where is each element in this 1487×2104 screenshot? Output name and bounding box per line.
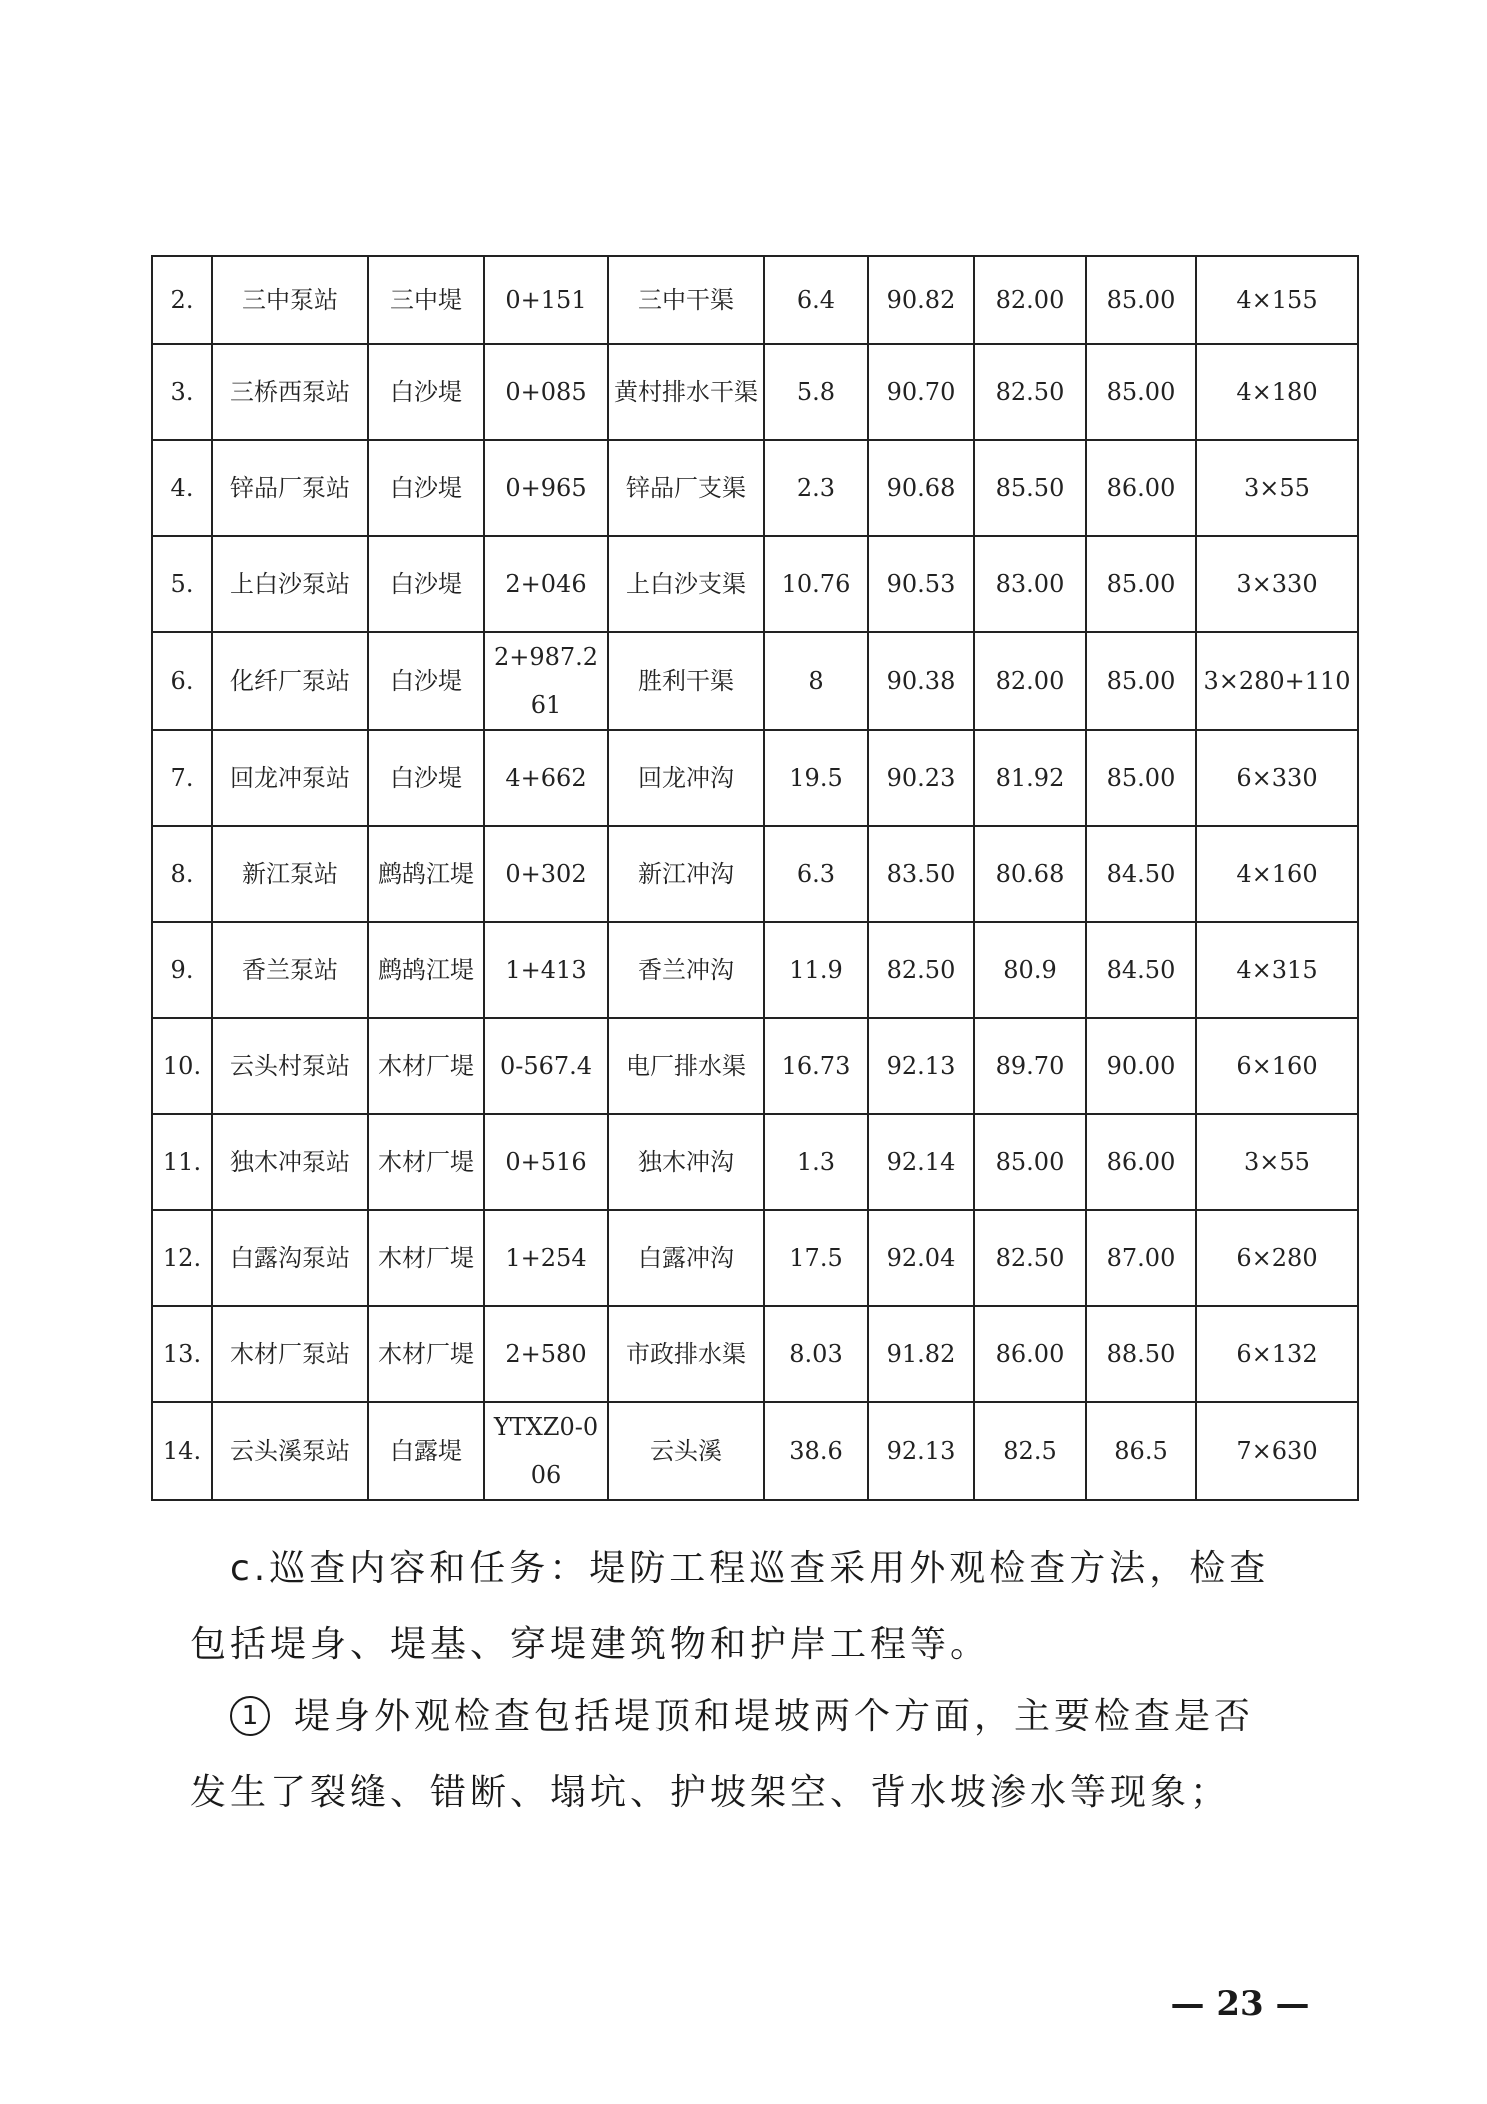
table-cell: 38.6 [764, 1402, 868, 1500]
table-cell: 82.50 [974, 344, 1086, 440]
table-cell: 新江泵站 [212, 826, 368, 922]
table-cell: 云头溪 [608, 1402, 764, 1500]
table-cell: 82.50 [868, 922, 974, 1018]
table-cell: 新江冲沟 [608, 826, 764, 922]
table-cell: 1.3 [764, 1114, 868, 1210]
table-cell: 三中干渠 [608, 256, 764, 344]
table-cell: 木材厂堤 [368, 1018, 484, 1114]
table-cell: 90.82 [868, 256, 974, 344]
table-cell: 3×280+110 [1196, 632, 1358, 730]
table-cell: 回龙冲泵站 [212, 730, 368, 826]
table-cell: 8.03 [764, 1306, 868, 1402]
table-cell: 独木冲沟 [608, 1114, 764, 1210]
table-cell: 回龙冲沟 [608, 730, 764, 826]
table-cell: 12. [152, 1210, 212, 1306]
table-cell: 90.68 [868, 440, 974, 536]
table-row [152, 1114, 1358, 1210]
table-cell: 香兰泵站 [212, 922, 368, 1018]
table-cell: 8. [152, 826, 212, 922]
table-cell: 白沙堤 [368, 536, 484, 632]
table-cell: 6×160 [1196, 1018, 1358, 1114]
table-cell: 6.4 [764, 256, 868, 344]
table-row [152, 730, 1358, 826]
table-cell: 84.50 [1086, 826, 1196, 922]
table-cell: 86.00 [1086, 1114, 1196, 1210]
table-cell: 7×630 [1196, 1402, 1358, 1500]
table-cell: 85.00 [1086, 730, 1196, 826]
table-cell: 木材厂堤 [368, 1306, 484, 1402]
table-cell: 8 [764, 632, 868, 730]
table-row [152, 256, 1358, 344]
table-cell: 香兰冲沟 [608, 922, 764, 1018]
table-cell: 2+987.261 [484, 632, 608, 730]
table-cell: 85.00 [1086, 344, 1196, 440]
table-cell: 3×330 [1196, 536, 1358, 632]
table-cell: 9. [152, 922, 212, 1018]
table-cell: 80.9 [974, 922, 1086, 1018]
table-cell: 白沙堤 [368, 344, 484, 440]
page-number: — 23 — [1170, 1984, 1310, 2024]
table-row [152, 1402, 1358, 1500]
table-row [152, 440, 1358, 536]
table-cell: 电厂排水渠 [608, 1018, 764, 1114]
table-row [152, 536, 1358, 632]
table-cell: 90.53 [868, 536, 974, 632]
table-cell: 4+662 [484, 730, 608, 826]
table-cell: 白沙堤 [368, 730, 484, 826]
table-cell: 80.68 [974, 826, 1086, 922]
table-cell: 92.04 [868, 1210, 974, 1306]
table-cell: 83.00 [974, 536, 1086, 632]
table-cell: 86.00 [1086, 440, 1196, 536]
table-cell: 10. [152, 1018, 212, 1114]
table-cell: 黄村排水干渠 [608, 344, 764, 440]
table-cell: 0-567.4 [484, 1018, 608, 1114]
table-cell: 85.00 [974, 1114, 1086, 1210]
table-row [152, 1210, 1358, 1306]
table-cell: 锌品厂支渠 [608, 440, 764, 536]
table-cell: 3. [152, 344, 212, 440]
table-cell: 鹧鸪江堤 [368, 922, 484, 1018]
table-cell: 白露沟泵站 [212, 1210, 368, 1306]
table-cell: 0+085 [484, 344, 608, 440]
table-cell: 85.50 [974, 440, 1086, 536]
table-cell: 90.23 [868, 730, 974, 826]
table-row [152, 632, 1358, 730]
table-cell: 85.00 [1086, 632, 1196, 730]
table-cell: 86.00 [974, 1306, 1086, 1402]
table-cell: 6. [152, 632, 212, 730]
paragraph-1-line-1 [230, 1688, 1360, 1739]
table-cell: 上白沙支渠 [608, 536, 764, 632]
paragraph-1-line-2: 发生了裂缝、错断、塌坑、护坡架空、背水坡渗水等现象； [190, 1772, 1231, 1813]
table-cell: 上白沙泵站 [212, 536, 368, 632]
table-cell: 鹧鸪江堤 [368, 826, 484, 922]
table-cell: 1+254 [484, 1210, 608, 1306]
table-cell: 胜利干渠 [608, 632, 764, 730]
table-cell: 1+413 [484, 922, 608, 1018]
table-cell: 13. [152, 1306, 212, 1402]
table-cell: 4. [152, 440, 212, 536]
table-body [152, 256, 1358, 1500]
table-cell: YTXZ0-006 [484, 1402, 608, 1500]
table-cell: 91.82 [868, 1306, 974, 1402]
table-row [152, 922, 1358, 1018]
table-cell: 5. [152, 536, 212, 632]
table-cell: 90.70 [868, 344, 974, 440]
table-cell: 2+046 [484, 536, 608, 632]
table-cell: 84.50 [1086, 922, 1196, 1018]
table-cell: 90.00 [1086, 1018, 1196, 1114]
table-cell: 85.00 [1086, 536, 1196, 632]
table-cell: 白露堤 [368, 1402, 484, 1500]
table-cell: 92.13 [868, 1018, 974, 1114]
table-cell: 82.00 [974, 632, 1086, 730]
table-cell: 化纤厂泵站 [212, 632, 368, 730]
table-cell: 82.5 [974, 1402, 1086, 1500]
table-cell: 云头溪泵站 [212, 1402, 368, 1500]
table-cell: 云头村泵站 [212, 1018, 368, 1114]
paragraph-c-line-1: c.巡查内容和任务：堤防工程巡查采用外观检查方法，检查 [230, 1548, 1270, 1589]
table-cell: 0+151 [484, 256, 608, 344]
table-cell: 81.92 [974, 730, 1086, 826]
table-cell: 87.00 [1086, 1210, 1196, 1306]
table-cell: 2. [152, 256, 212, 344]
table-row [152, 1306, 1358, 1402]
table-cell: 4×160 [1196, 826, 1358, 922]
table-cell: 90.38 [868, 632, 974, 730]
table-cell: 85.00 [1086, 256, 1196, 344]
table-cell: 14. [152, 1402, 212, 1500]
table-cell: 0+302 [484, 826, 608, 922]
table-cell: 独木冲泵站 [212, 1114, 368, 1210]
table-cell: 2+580 [484, 1306, 608, 1402]
table-cell: 11. [152, 1114, 212, 1210]
table-cell: 86.5 [1086, 1402, 1196, 1500]
table-cell: 6×280 [1196, 1210, 1358, 1306]
table-cell: 三桥西泵站 [212, 344, 368, 440]
table-cell: 82.00 [974, 256, 1086, 344]
table-cell: 92.14 [868, 1114, 974, 1210]
table-cell: 16.73 [764, 1018, 868, 1114]
table-cell: 83.50 [868, 826, 974, 922]
table-cell: 2.3 [764, 440, 868, 536]
table-cell: 0+965 [484, 440, 608, 536]
table-cell: 10.76 [764, 536, 868, 632]
table-cell: 锌品厂泵站 [212, 440, 368, 536]
table-cell: 三中泵站 [212, 256, 368, 344]
table-cell: 6×132 [1196, 1306, 1358, 1402]
table-cell: 白露冲沟 [608, 1210, 764, 1306]
table-cell: 82.50 [974, 1210, 1086, 1306]
table-cell: 7. [152, 730, 212, 826]
table-cell: 0+516 [484, 1114, 608, 1210]
paragraph-c-line-2: 包括堤身、堤基、穿堤建筑物和护岸工程等。 [190, 1624, 991, 1665]
table-cell: 白沙堤 [368, 440, 484, 536]
table-cell: 6.3 [764, 826, 868, 922]
table-cell: 89.70 [974, 1018, 1086, 1114]
pump-station-table [151, 255, 1359, 1501]
table-cell: 17.5 [764, 1210, 868, 1306]
table-row [152, 826, 1358, 922]
table-cell: 3×55 [1196, 440, 1358, 536]
table-cell: 木材厂泵站 [212, 1306, 368, 1402]
table-cell: 4×315 [1196, 922, 1358, 1018]
table-cell: 4×180 [1196, 344, 1358, 440]
table-row [152, 1018, 1358, 1114]
table-cell: 三中堤 [368, 256, 484, 344]
table-cell: 4×155 [1196, 256, 1358, 344]
table-cell: 3×55 [1196, 1114, 1358, 1210]
table-cell: 白沙堤 [368, 632, 484, 730]
table-cell: 19.5 [764, 730, 868, 826]
paragraph-1-text: 堤身外观检查包括堤顶和堤坡两个方面，主要检查是否 [294, 1696, 1255, 1737]
table-cell: 市政排水渠 [608, 1306, 764, 1402]
table-cell: 88.50 [1086, 1306, 1196, 1402]
table-cell: 木材厂堤 [368, 1210, 484, 1306]
table-cell: 5.8 [764, 344, 868, 440]
circled-number-1: 1 [230, 1696, 270, 1736]
table-row [152, 344, 1358, 440]
table-cell: 6×330 [1196, 730, 1358, 826]
table-cell: 92.13 [868, 1402, 974, 1500]
table-cell: 11.9 [764, 922, 868, 1018]
table-cell: 木材厂堤 [368, 1114, 484, 1210]
